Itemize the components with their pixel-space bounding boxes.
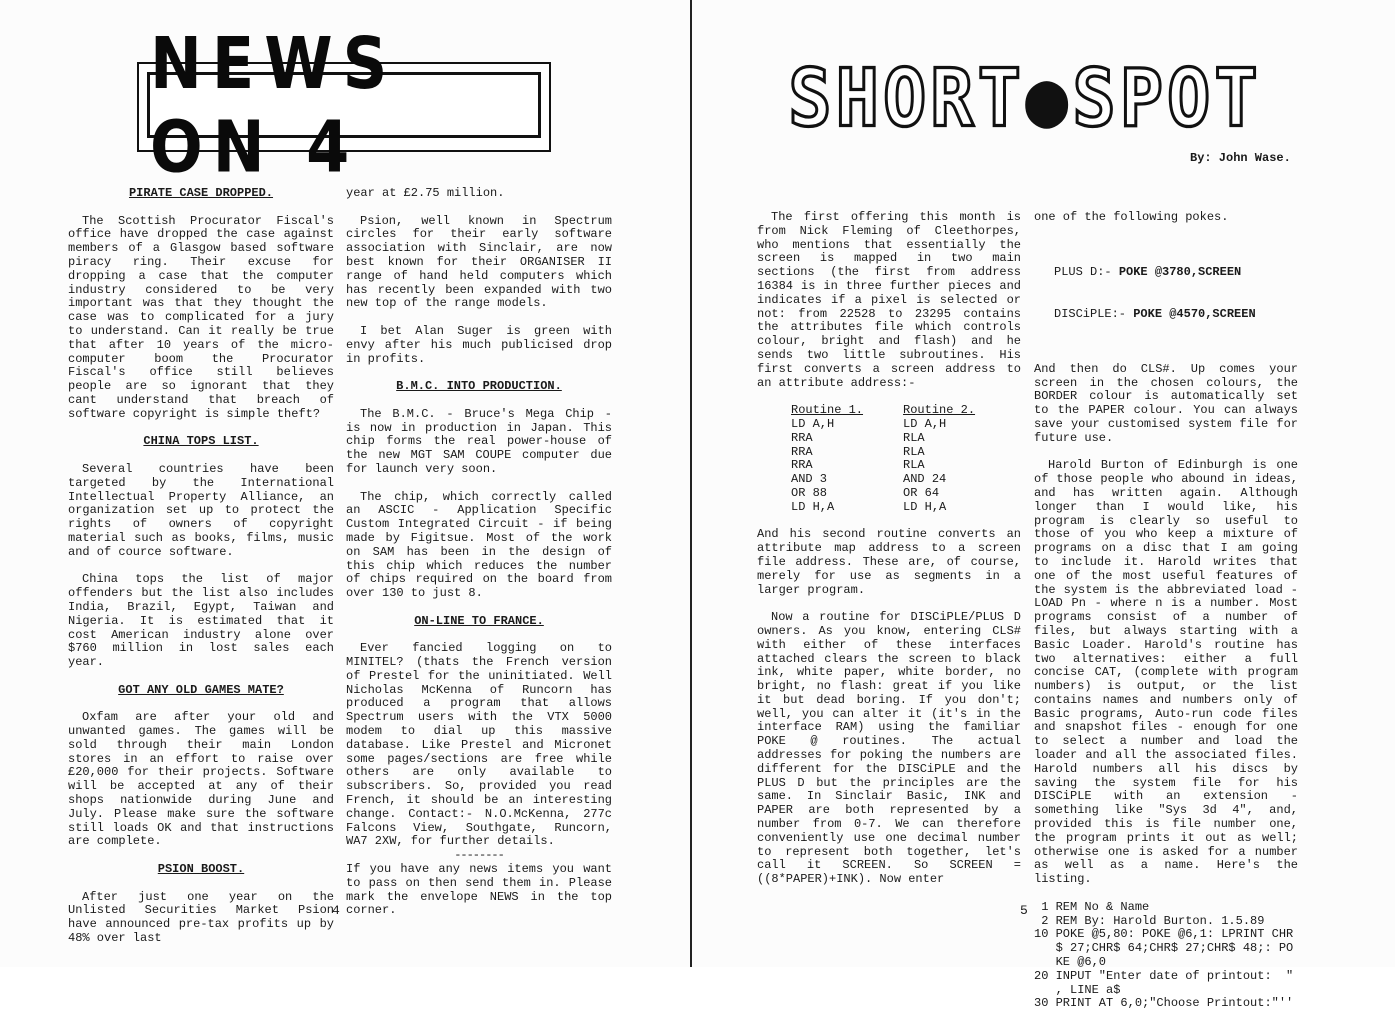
listing-line: , LINE a$ xyxy=(1034,982,1121,997)
left-page xyxy=(0,0,692,967)
paragraph: Several countries have been targeted by the International Intellectual Property Alliance, an organization set up to protect the rights of owners of copyright material such as books, films, music and of cource software. xyxy=(68,461,334,559)
page-number-left: 4 xyxy=(332,903,340,918)
paragraph: China tops the list of major offenders but the list also includes India, Brazil, Egypt, Taiwan and Nigeria. It is estimated that it cost American industry alone over $760 million in lost sales each year. xyxy=(68,572,334,670)
paragraph: If you have any news items you want to pass on then send them in. Please mark the envelope NEWS in the top corner. xyxy=(346,862,612,918)
poke-line-disciple xyxy=(1054,308,1298,322)
listing-line: 30 PRINT AT 6,0;"Choose Printout:"'' xyxy=(1034,996,1294,1011)
code-line: LD A,H xyxy=(791,416,835,431)
paragraph: Now a routine for DISCiPLE/PLUS D owners. As you know, entering CLS# with either of these interfaces attached clears the screen to black ink, white paper, white border, no bright, no flash: great if you like it but dead boring. If you don't; well, you can alter it (it's in the interface RAM) using the familiar POKE @ routines. The actual addresses for poking the numbers are different for the DISCiPLE and the PLUS D but the principles are the same. In Sinclair Basic, INK and PAPER are both represented by a number from 0-7. We can therefore conveniently use one decimal number to represent both together, let's call it SCREEN. So SCREEN = ((8*PAPER)+INK). Now enter xyxy=(757,610,1021,887)
byline: By: John Wase. xyxy=(1190,151,1291,165)
code-line: RLA xyxy=(903,430,925,445)
left-column-1 xyxy=(68,187,334,960)
news-banner-frame xyxy=(147,21,541,189)
paragraph: Psion, well known in Spectrum circles for their early software association with Sinclair, are now best known for their ORGANISER II range of hand held computers which has recently been expanded with two new top of the range models. xyxy=(346,213,612,311)
divider: -------- xyxy=(454,848,504,863)
paragraph: The Scottish Procurator Fiscal's office have dropped the case against members of a Glasgow based software piracy ring. Their excuse for dropping a case that the computer industry considered to be very important was that they thought the case was to complicated for a jury to understand. Can it really be true that after 10 years of the micro-computer boom the Procurator Fiscal's office still believes people are so ignorant that they cant understand that breach of software copyright is simple theft? xyxy=(68,213,334,421)
news-banner xyxy=(137,21,551,189)
poke-line-plusd xyxy=(1054,266,1298,280)
routines-listing xyxy=(791,404,1021,514)
code-line: LD A,H xyxy=(903,416,947,431)
paragraph: And then do CLS#. Up comes your screen in the chosen colours, the BORDER colour is automatically set to the PAPER colour. You can always save your customised system file for future use. xyxy=(1034,361,1298,445)
basic-listing xyxy=(1034,901,1298,1011)
code-line: RRA xyxy=(791,458,813,473)
heading-bmc-production: B.M.C. INTO PRODUCTION. xyxy=(396,379,562,394)
paragraph: Ever fancied logging on to MINITEL? (thats the French version of Prestel for the uninitiated. Well Nicholas McKenna of Runcorn has produced a program that allows Spectrum users with the VTX 5000 modem to dial up this massive database. Like Prestel and Micronet some pages/sections are free while others are only available to subscribers. So, provided you read French, it should be an interesting change. Contact:- N.O.McKenna, 277c Falcons View, Southgate, Runcorn, WA7 2XW, for further details. xyxy=(346,641,612,849)
right-column-2 xyxy=(1034,211,1298,1011)
code-line: AND 3 xyxy=(791,472,828,487)
code-line: LD H,A xyxy=(791,499,835,514)
paragraph: The B.M.C. - Bruce's Mega Chip - is now in production in Japan. This chip forms the real power-house of the new MGT SAM COUPE computer due for launch very soon. xyxy=(346,406,612,476)
poke-label: DISCiPLE:- xyxy=(1054,306,1134,321)
code-line: OR 64 xyxy=(903,485,940,500)
listing-line: 2 REM By: Harold Burton. 1.5.89 xyxy=(1034,913,1265,928)
paragraph: Harold Burton of Edinburgh is one of those people who abound in ideas, and has written again. Although longer than I would like, his program is clearly so useful to those of you who keep a mixture of programs on a disc that I am going to include it. Harold writes that one of the most useful features of the system is the abbreviated load - LOAD Pn - where n is a number. Most programs consist of a number of files, but always starting with a Basic Loader. Harold's routine has two alternatives: either a full concise CAT, (complete with program numbers) is output, or the list contains names and numbers only of Basic programs, Auto-run code files and snapshot files - enough for one to select a number and load the loader and all the associated files. Harold numbers all his discs by saving the system file for his DISCiPLE with an extension - something like "Sys 3d 4", and, provided this is file number one, the program prints it out as well; otherwise one is asked for a number as well as a name. Here's the listing. xyxy=(1034,458,1298,887)
paragraph: I bet Alan Suger is green with envy after his much publicised drop in profits. xyxy=(346,323,612,366)
listing-line: 1 REM No & Name xyxy=(1034,899,1150,914)
heading-old-games: GOT ANY OLD GAMES MATE? xyxy=(118,682,284,697)
paragraph: And his second routine converts an attribute map address to a screen file address. These are, of course, merely for use as segments in a larger program. xyxy=(757,527,1021,597)
code-line: RRA xyxy=(791,430,813,445)
paragraph: one of the following pokes. xyxy=(1034,210,1229,224)
code-line: OR 88 xyxy=(791,485,828,500)
paragraph: The first offering this month is from Nick Fleming of Cleethorpes, who mentions that essentially the screen is mapped in two main sections (the first from address 16384 is in three further pieces and indicates if a pixel is selected or not: from 22528 to 23295 contains the attributes file which controls colour, bright and flash) and he sends two little subroutines. His first converts a screen address to an attribute address:- xyxy=(757,210,1021,390)
poke-value: POKE @4570,SCREEN xyxy=(1133,306,1256,321)
code-line: RLA xyxy=(903,458,925,473)
code-line: RRA xyxy=(791,444,813,459)
poke-value: POKE @3780,SCREEN xyxy=(1118,265,1242,280)
short-spot-title xyxy=(788,52,1262,144)
routine-2 xyxy=(903,404,975,514)
heading-psion-boost: PSION BOOST. xyxy=(157,862,245,877)
pokes-list xyxy=(1054,239,1298,349)
heading-online-france: ON-LINE TO FRANCE. xyxy=(414,613,544,628)
routine-2-title: Routine 2. xyxy=(903,403,976,418)
code-line: RLA xyxy=(903,444,925,459)
listing-line: 20 INPUT "Enter date of printout: " xyxy=(1034,968,1294,983)
page-number-right: 5 xyxy=(1020,903,1028,918)
listing-line: $ 27;CHR$ 64;CHR$ 27;CHR$ 48;: PO xyxy=(1034,941,1294,956)
left-column-2 xyxy=(346,187,612,932)
title-short: SHORT xyxy=(788,51,1025,145)
listing-line: 10 POKE @5,80: POKE @6,1: LPRINT CHR xyxy=(1034,927,1294,942)
code-line: AND 24 xyxy=(903,472,947,487)
routine-1 xyxy=(791,404,863,514)
paragraph: The chip, which correctly called an ASCIC - Application Specific Custom Integrated Circuit - if being made by Figitsue. Most of the work on SAM has been in the design of this chip which reduces the number of chips required on the board from over 130 to just 8. xyxy=(346,489,612,601)
heading-pirate-case: PIRATE CASE DROPPED. xyxy=(128,186,274,200)
title-spot: SPOT xyxy=(1072,51,1262,145)
listing-line: KE @6,0 xyxy=(1034,955,1107,970)
bullet-dot-icon: ● xyxy=(1025,51,1073,145)
paragraph: year at £2.75 million. xyxy=(346,186,505,200)
paragraph: Oxfam are after your old and unwanted games. The games will be sold through their main London stores in an effort to raise over £20,000 for their projects. Software will be accepted at any of their shops nationwide during June and July. Please make sure the software still loads OK and that instructions are complete. xyxy=(68,710,334,849)
code-line: LD H,A xyxy=(903,499,947,514)
paragraph: After just one year on the Unlisted Securities Market Psion have announced pre-tax profits up by 48% over last xyxy=(68,889,334,946)
news-banner-title: NEWS ON 4 xyxy=(150,21,398,189)
poke-label: PLUS D:- xyxy=(1054,265,1119,280)
right-column-1 xyxy=(757,211,1021,901)
routine-1-title: Routine 1. xyxy=(791,403,864,418)
heading-china-tops: CHINA TOPS LIST. xyxy=(143,434,259,449)
short-spot-banner xyxy=(775,51,1275,145)
